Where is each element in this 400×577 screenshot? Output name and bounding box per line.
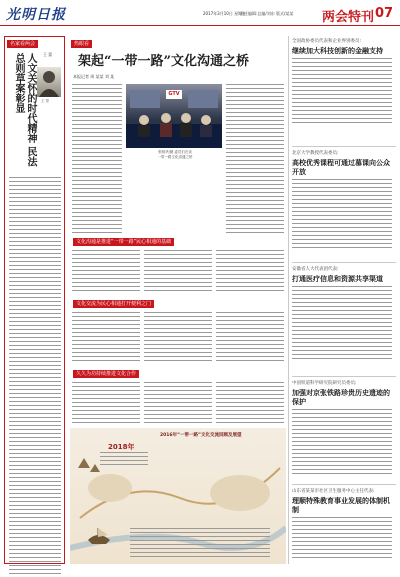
story-divider xyxy=(292,376,396,377)
story-divider xyxy=(292,484,396,485)
main-byline: 本报记者 周 某某 刘 某 xyxy=(73,74,115,79)
portrait-caption: 王 蒙 xyxy=(41,99,50,103)
right-story-5 xyxy=(292,488,396,561)
story-body xyxy=(292,409,392,474)
edition-info: 责任编辑:总编/刘东 版式/某某 xyxy=(240,11,294,16)
column-tag: 名家看两会 xyxy=(7,40,38,48)
right-story-3 xyxy=(292,266,396,362)
story-divider xyxy=(292,146,396,147)
dateline: 2017年3月10日 星期五 xyxy=(203,11,247,16)
map-year-label: 2018年 xyxy=(108,443,135,451)
story-kicker: 全国政协委员代表和企业界别委员: xyxy=(292,39,362,44)
story-headline: 理顺特殊教育事业发展的体制机制 xyxy=(292,496,390,514)
left-column-frame xyxy=(4,36,65,564)
map-bottom-text xyxy=(130,528,270,560)
map-title: 2016年“一带一路”文化交流回顾及展望 xyxy=(160,433,242,438)
story-body xyxy=(292,517,392,558)
main-tag: 热眼看 xyxy=(71,40,92,48)
author-portrait xyxy=(37,67,61,97)
right-story-4 xyxy=(292,380,396,477)
story-body xyxy=(292,286,392,359)
story-body xyxy=(292,179,392,248)
section3-text-col1 xyxy=(72,382,140,426)
story-divider xyxy=(292,262,396,263)
section1-text-col3 xyxy=(216,250,284,294)
subheading-culture-basis: 文化沟通是推进“一带一路”民心相通的基础 xyxy=(73,238,174,246)
page-number: 07 xyxy=(375,6,394,21)
main-headline: 架起“一带一路”文化沟通之桥 xyxy=(78,54,249,69)
story-headline: 打通医疗信息和资源共享渠道 xyxy=(292,274,383,283)
section2-text-col1 xyxy=(72,312,140,364)
main-photo xyxy=(126,84,222,148)
right-story-1 xyxy=(292,38,396,126)
story-headline: 高校优秀课程可通过慕课向公众开放 xyxy=(292,158,390,176)
column-body-text xyxy=(9,177,61,577)
newspaper-logo: 光明日报 xyxy=(6,7,66,23)
column-author: 王 蒙 xyxy=(43,52,53,57)
map-annotation-text xyxy=(100,452,148,468)
silk-road-map xyxy=(70,428,286,564)
story-kicker: 中国铁道科学研究院研究员委员: xyxy=(292,381,357,386)
main-intro-text xyxy=(72,84,122,236)
story-body xyxy=(292,58,392,123)
section2-text-col2 xyxy=(144,312,212,364)
masthead xyxy=(0,0,400,28)
section3-text-col2 xyxy=(144,382,212,426)
subheading-long-term-cooperation: 久久为功持续推进文化合作 xyxy=(73,370,139,378)
column-title: 人文关怀的时代精神 民法总则草案彰显 xyxy=(13,53,36,167)
section1-text-col1 xyxy=(72,250,140,294)
story-kicker: 北京大学教授代表委员: xyxy=(292,151,339,156)
photo-logo: GTV xyxy=(166,90,182,99)
masthead-rule xyxy=(0,25,400,26)
section2-text-col3 xyxy=(216,312,284,364)
right-column-divider xyxy=(288,36,289,564)
photo-caption: 张明华/摄 委员们在谈 一带一路文化沟通之桥 xyxy=(157,150,193,159)
story-headline: 加强对京张铁路珍贵历史遗迹的保护 xyxy=(292,388,390,406)
story-headline: 继续加大科技创新的金融支持 xyxy=(292,46,383,55)
right-story-2 xyxy=(292,150,396,251)
section3-text-col3 xyxy=(216,382,284,426)
section1-text-col2 xyxy=(144,250,212,294)
story-kicker: 安徽省人大代表团代表: xyxy=(292,267,339,272)
story-kicker: 山东省某某市社区卫生服务中心主任代表: xyxy=(292,489,375,494)
section-title: 两会特刊 xyxy=(322,10,375,25)
subheading-exchange-door: 文化交流为民心相通打开便利之门 xyxy=(73,300,154,308)
main-intro-right-text xyxy=(226,84,284,236)
